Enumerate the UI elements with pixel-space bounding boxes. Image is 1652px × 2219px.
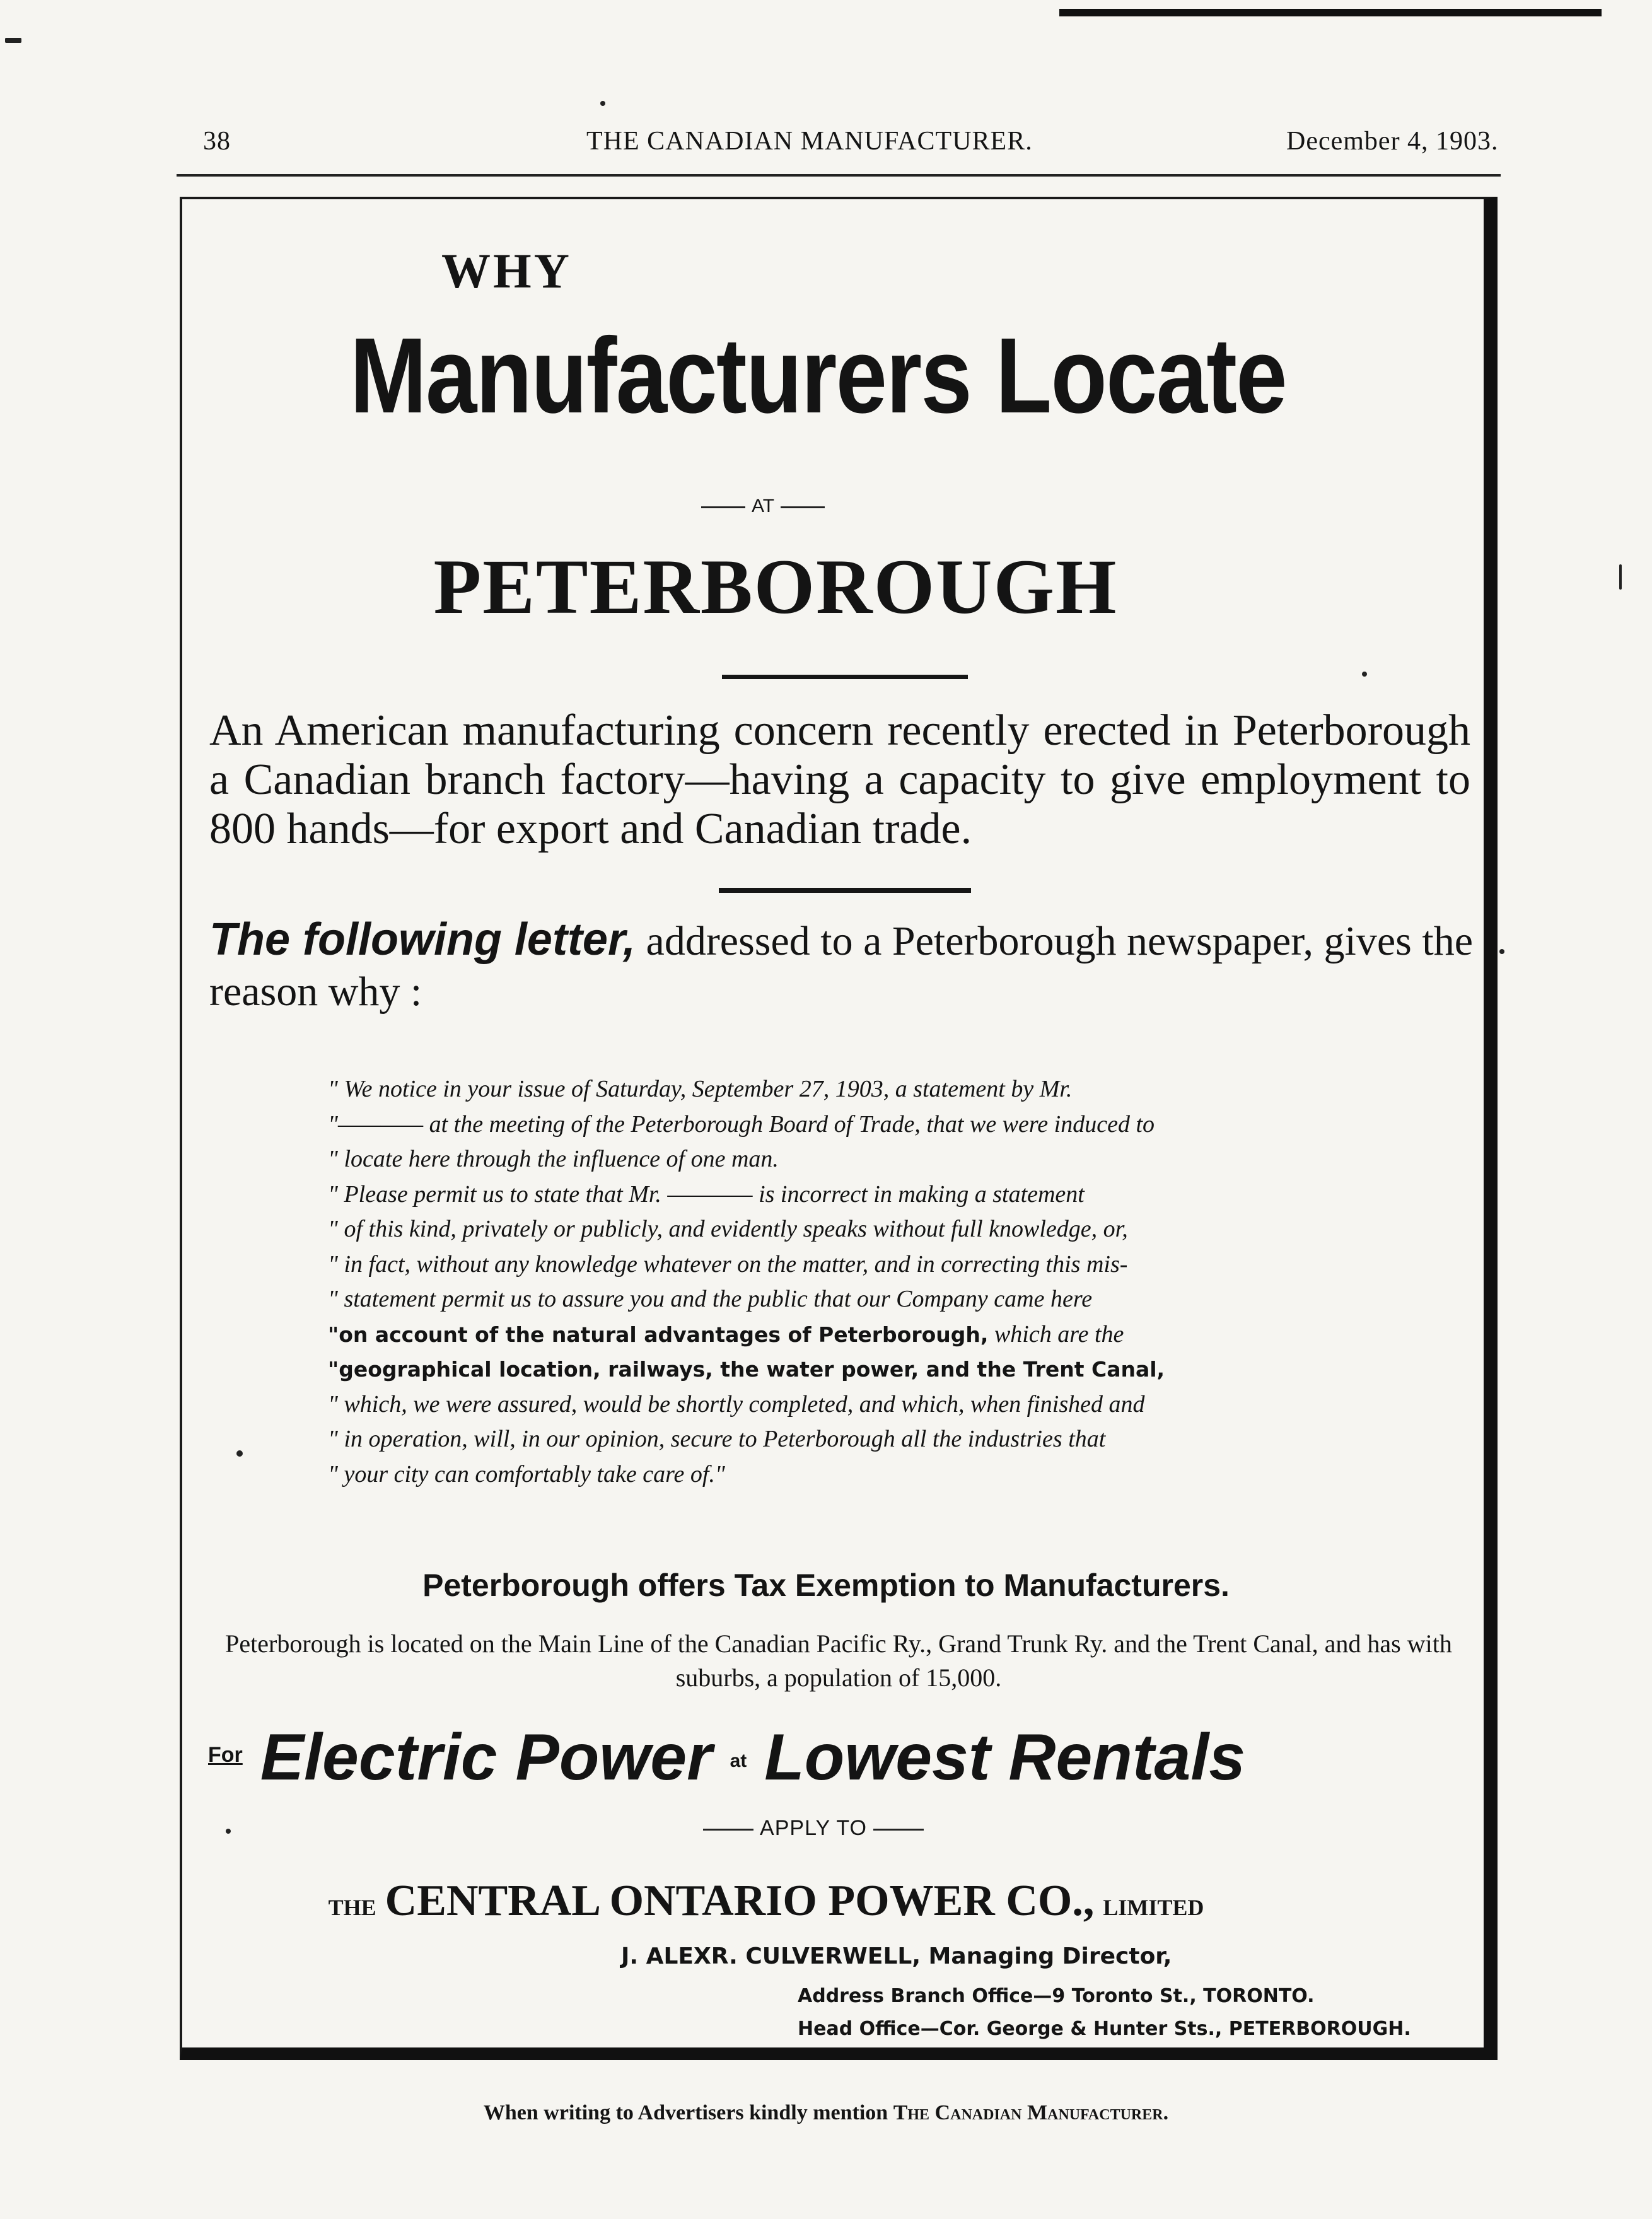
section-rule — [722, 675, 968, 679]
lead-text: addressed to a Peterborough newspaper, gives the reason why : — [209, 918, 1473, 1015]
footer-text: When writing to Advertisers kindly mention — [483, 2101, 893, 2124]
letter-lead — [209, 914, 1477, 1017]
letter-line: " your city can comfortably take care of." — [328, 1460, 725, 1488]
head-office-address: Head Office—Cor. George & Hunter Sts., PETERBOROUGH. — [798, 2018, 1411, 2040]
ad-headline: Manufacturers Locate — [349, 316, 1286, 436]
scan-speck — [1499, 949, 1504, 954]
power-at: at — [730, 1750, 747, 1771]
letter-line: " We notice in your issue of Saturday, September 27, 1903, a statement by Mr. — [328, 1076, 1073, 1102]
company-line — [0, 1876, 1532, 1926]
tax-exemption-line: Peterborough offers Tax Exemption to Manufacturers. — [422, 1568, 1230, 1603]
branch-address: Address Branch Office—9 Toronto St., TORONTO. — [798, 1985, 1315, 2007]
company-suffix: LIMITED — [1103, 1895, 1204, 1920]
letter-line: " Please permit us to state that Mr. ———— is incorrect in making a statement — [328, 1180, 1085, 1208]
section-rule — [719, 888, 971, 893]
letter-bold-text: "on account of the natural advantages of Peterborough, — [328, 1322, 989, 1347]
location-paragraph: Peterborough is located on the Main Line of the Canadian Pacific Ry., Grand Trunk Ry. and the Trent Canal, and has with suburbs, a population of 15,000. — [225, 1629, 1452, 1692]
letter-line: " which, we were assured, would be shortly completed, and which, when finished and — [328, 1390, 1145, 1418]
letter-line: " in operation, will, in our opinion, secure to Peterborough all the industries that — [328, 1426, 1106, 1452]
letter-line: " statement permit us to assure you and the public that our Company came here — [328, 1286, 1093, 1312]
company-prefix: THE — [328, 1895, 376, 1920]
letter-line: "———— at the meeting of the Peterborough Board of Trade, that we were induced to — [328, 1110, 1155, 1138]
quoted-letter — [328, 1072, 1362, 1492]
scan-speck — [1362, 672, 1367, 677]
letter-line: " in fact, without any knowledge whatever on the matter, and in correcting this mis- — [328, 1250, 1128, 1278]
power-for: For — [208, 1743, 243, 1767]
footer-note — [0, 2101, 1652, 2125]
lead-emphasis: The following letter, — [209, 914, 636, 965]
publication-title: THE CANADIAN MANUFACTURER. — [586, 127, 1033, 156]
company-name: CENTRAL ONTARIO POWER CO., — [385, 1877, 1095, 1925]
intro-paragraph: An American manufacturing concern recently erected in Peterborough a Canadian branch factory—having a capacity to give employment to 800 hands—for export and Canadian trade. — [209, 706, 1470, 853]
footer-journal: The Canadian Manufacturer. — [893, 2101, 1169, 2124]
power-right: Lowest Rentals — [764, 1721, 1246, 1794]
header-rule — [177, 174, 1501, 177]
scan-speck — [600, 101, 605, 106]
scan-speck — [1619, 564, 1622, 590]
managing-director: J. ALEXR. CULVERWELL, Managing Director, — [621, 1943, 1172, 1969]
letter-line: " locate here through the influence of one man. — [328, 1146, 779, 1172]
letter-line: " of this kind, privately or publicly, and evidently speaks without full knowledge, or, — [328, 1216, 1128, 1242]
page-number: 38 — [203, 127, 231, 156]
power-left: Electric Power — [260, 1721, 713, 1794]
ad-at-label: AT — [0, 496, 1526, 517]
letter-line — [328, 1317, 1362, 1353]
top-edge-bar — [1059, 9, 1602, 16]
issue-date: December 4, 1903. — [1286, 127, 1499, 156]
scan-speck — [5, 38, 21, 43]
letter-line: "geographical location, railways, the water power, and the Trent Canal, — [328, 1357, 1165, 1382]
power-banner — [208, 1720, 1475, 1795]
ad-city: PETERBOROUGH — [433, 544, 1118, 630]
letter-italic-text: which are the — [988, 1320, 1124, 1348]
scan-speck — [226, 1829, 231, 1834]
apply-to-label: APPLY TO — [0, 1816, 1627, 1841]
scan-speck — [236, 1450, 243, 1457]
ad-kicker: WHY — [441, 243, 572, 298]
